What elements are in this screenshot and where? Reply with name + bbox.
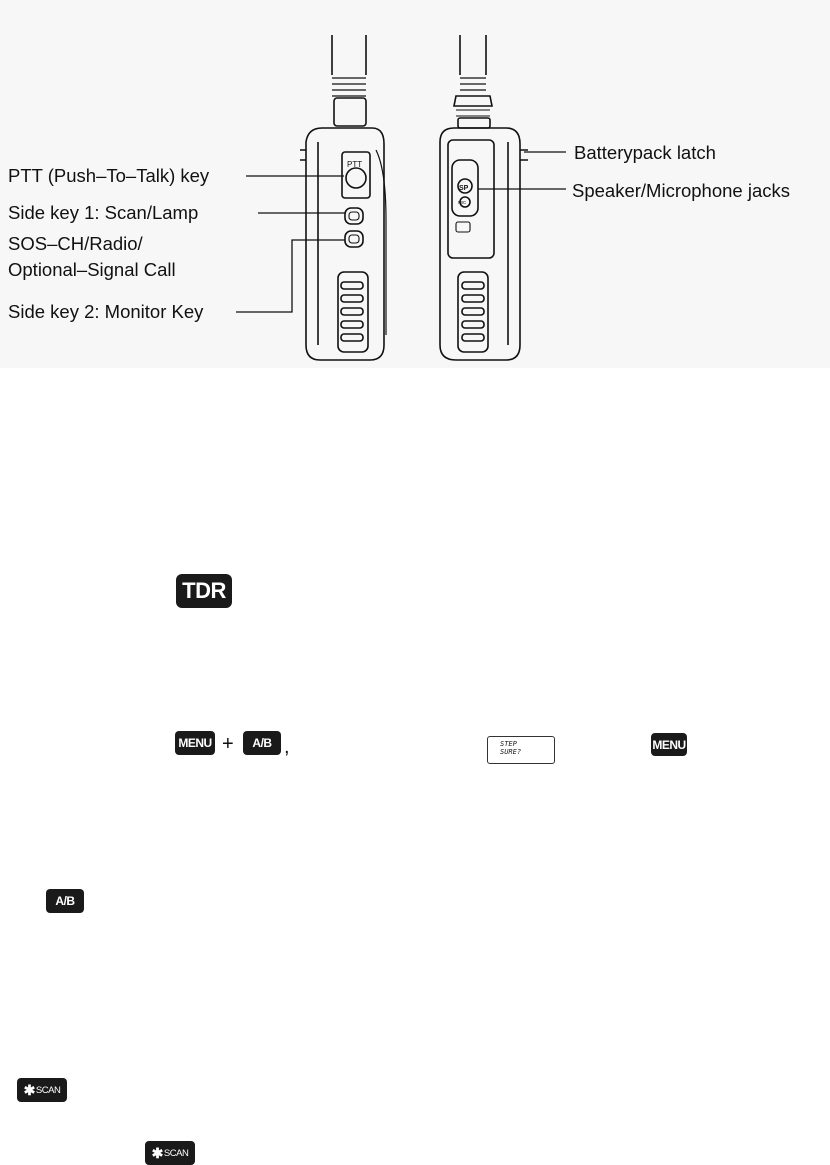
radio-front-left bbox=[300, 35, 386, 360]
leader-side-key-2 bbox=[236, 240, 345, 312]
mic-mark: MIC bbox=[458, 200, 467, 205]
radio-back-right bbox=[440, 35, 528, 360]
star-icon: ✱ bbox=[151, 1144, 163, 1161]
lcd-line-2: SURE? bbox=[500, 748, 522, 756]
callout-battery-latch: Batterypack latch bbox=[574, 142, 716, 163]
comma: , bbox=[284, 736, 290, 758]
scan-key-icon-2 bbox=[145, 1141, 195, 1165]
callout-side-key-2: Side key 2: Monitor Key bbox=[8, 301, 204, 322]
sp-mark: SP bbox=[459, 185, 469, 192]
menu-key-icon: MENU bbox=[175, 731, 215, 755]
ab-key-icon-2: A/B bbox=[46, 889, 84, 913]
callout-ptt-key: PTT (Push–To–Talk) key bbox=[8, 165, 210, 186]
callout-sos-line2: Optional–Signal Call bbox=[8, 259, 176, 280]
callout-jacks: Speaker/Microphone jacks bbox=[572, 180, 790, 201]
lcd-display-icon bbox=[487, 736, 555, 764]
ptt-mark: PTT bbox=[347, 160, 363, 169]
plus-sign: + bbox=[222, 733, 234, 755]
lcd-line-1: STEP bbox=[500, 740, 517, 748]
radio-figure bbox=[0, 0, 830, 368]
ab-key-icon: A/B bbox=[243, 731, 281, 755]
callout-sos-line1: SOS–CH/Radio/ bbox=[8, 233, 143, 254]
menu-key-icon-2: MENU bbox=[651, 733, 687, 756]
scan-label: SCAN bbox=[35, 1084, 61, 1096]
callout-side-key-1: Side key 1: Scan/Lamp bbox=[8, 202, 199, 223]
star-icon: ✱ bbox=[23, 1081, 35, 1098]
scan-label: SCAN bbox=[163, 1147, 189, 1159]
scan-key-icon bbox=[17, 1078, 67, 1102]
tdr-key-icon: TDR bbox=[176, 574, 232, 608]
